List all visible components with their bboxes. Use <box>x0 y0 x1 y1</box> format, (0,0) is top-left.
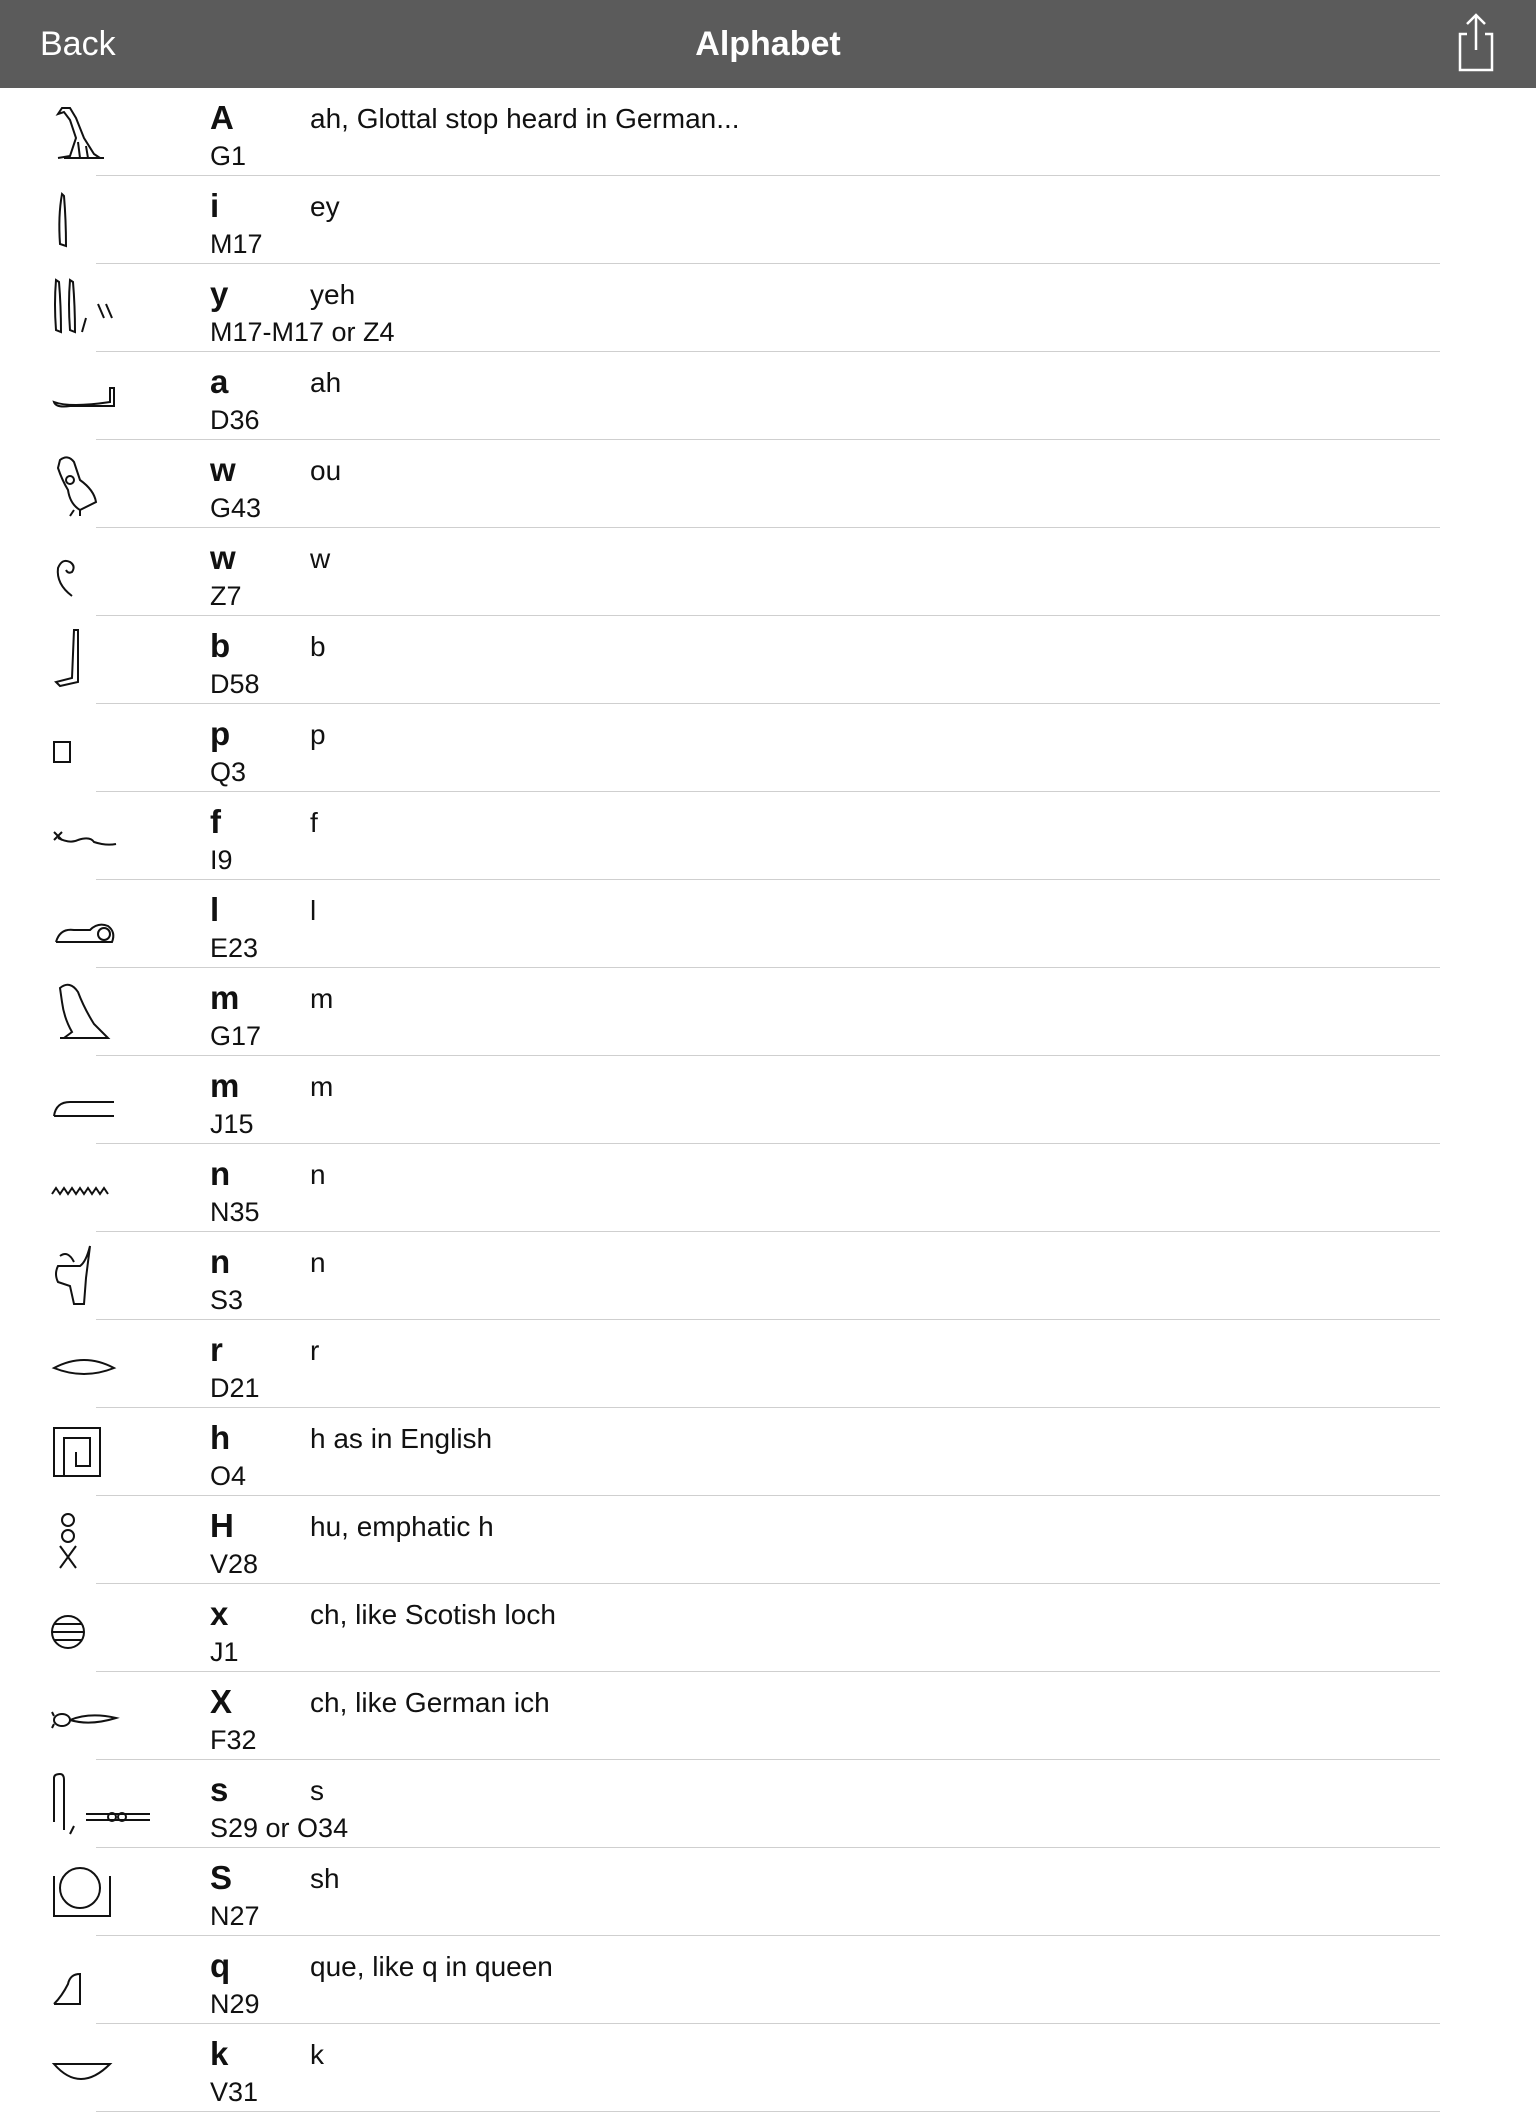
foot-glyph-icon <box>50 626 154 694</box>
transliteration-letter: S <box>210 1859 233 1896</box>
gardiner-code: F32 <box>210 1725 257 1755</box>
transliteration-letter: m <box>210 1067 240 1104</box>
gardiner-code: Q3 <box>210 757 247 787</box>
pronunciation-text: k <box>310 2039 324 2070</box>
double-reed-glyph-icon <box>50 274 154 342</box>
list-item[interactable] <box>0 440 1536 528</box>
transliteration-letter: l <box>210 891 220 928</box>
pronunciation-text: b <box>310 631 326 662</box>
page-title: Alphabet <box>695 25 841 63</box>
transliteration-letter: n <box>210 1155 231 1192</box>
pronunciation-text: ou <box>310 455 342 486</box>
gardiner-code: G1 <box>210 141 247 171</box>
gardiner-code: J1 <box>210 1637 239 1667</box>
transliteration-letter: w <box>210 451 236 488</box>
owl-glyph-icon <box>50 978 154 1046</box>
navigation-bar <box>0 0 1536 88</box>
lion-glyph-icon <box>50 890 154 958</box>
list-item[interactable] <box>0 1848 1536 1936</box>
gardiner-code: S3 <box>210 1285 244 1315</box>
forearm-glyph-icon <box>50 362 154 430</box>
water-ripple-glyph-icon <box>50 1154 154 1222</box>
list-item[interactable] <box>0 1144 1536 1232</box>
gardiner-code: N29 <box>210 1989 260 2019</box>
bar-glyph-icon <box>50 1066 154 1134</box>
back-button[interactable]: Back <box>40 25 116 63</box>
list-item[interactable] <box>0 1232 1536 1320</box>
list-item[interactable] <box>0 968 1536 1056</box>
pronunciation-text: hu, emphatic h <box>310 1511 494 1542</box>
transliteration-letter: r <box>210 1331 223 1368</box>
list-item[interactable] <box>0 1584 1536 1672</box>
share-icon[interactable] <box>1452 12 1500 72</box>
transliteration-letter: i <box>210 187 220 224</box>
stool-glyph-icon <box>50 714 154 782</box>
pronunciation-text: p <box>310 719 326 750</box>
list-item[interactable] <box>0 704 1536 792</box>
transliteration-letter: h <box>210 1419 231 1456</box>
placenta-glyph-icon <box>50 1594 154 1662</box>
coil-glyph-icon <box>50 538 154 606</box>
transliteration-letter: q <box>210 1947 231 1984</box>
list-item[interactable] <box>0 880 1536 968</box>
list-item[interactable] <box>0 2024 1536 2112</box>
horned-viper-glyph-icon <box>50 802 154 870</box>
gardiner-code: J15 <box>210 1109 254 1139</box>
transliteration-letter: A <box>210 99 234 136</box>
pronunciation-text: f <box>310 807 318 838</box>
gardiner-code: M17-M17 or Z4 <box>210 317 395 347</box>
gardiner-code: N27 <box>210 1901 260 1931</box>
gardiner-code: D58 <box>210 669 260 699</box>
pronunciation-text: ah, Glottal stop heard in German... <box>310 103 740 134</box>
gardiner-code: G17 <box>210 1021 262 1051</box>
pronunciation-text: ah <box>310 367 342 398</box>
pronunciation-text: n <box>310 1247 326 1278</box>
transliteration-letter: y <box>210 275 229 312</box>
red-crown-glyph-icon <box>50 1242 154 1310</box>
pronunciation-text: n <box>310 1159 326 1190</box>
list-item[interactable] <box>0 792 1536 880</box>
pronunciation-text: ch, like Scotish loch <box>310 1599 556 1630</box>
transliteration-letter: X <box>210 1683 233 1720</box>
list-item[interactable] <box>0 1672 1536 1760</box>
reed-leaf-glyph-icon <box>50 186 154 254</box>
list-item[interactable] <box>0 616 1536 704</box>
pronunciation-text: ey <box>310 191 340 222</box>
pronunciation-text: h as in English <box>310 1423 493 1454</box>
mouth-glyph-icon <box>50 1330 154 1398</box>
pronunciation-text: l <box>310 895 317 926</box>
transliteration-letter: H <box>210 1507 234 1544</box>
gardiner-code: O4 <box>210 1461 247 1491</box>
pronunciation-text: m <box>310 1071 334 1102</box>
list-item[interactable] <box>0 528 1536 616</box>
gardiner-code: N35 <box>210 1197 260 1227</box>
pronunciation-text: yeh <box>310 279 356 310</box>
list-item[interactable] <box>0 264 1536 352</box>
transliteration-letter: m <box>210 979 240 1016</box>
alphabet-list[interactable] <box>0 88 1536 2107</box>
gardiner-code: V28 <box>210 1549 259 1579</box>
list-item[interactable] <box>0 176 1536 264</box>
vulture-glyph-icon <box>50 98 154 166</box>
pronunciation-text: sh <box>310 1863 340 1894</box>
list-item[interactable] <box>0 1760 1536 1848</box>
transliteration-letter: n <box>210 1243 231 1280</box>
pronunciation-text: que, like q in queen <box>310 1951 553 1982</box>
reed-shelter-glyph-icon <box>50 1418 154 1486</box>
gardiner-code: M17 <box>210 229 263 259</box>
folded-cloth-glyph-icon <box>50 1770 154 1838</box>
gardiner-code: I9 <box>210 845 233 875</box>
list-item[interactable] <box>0 1056 1536 1144</box>
list-item[interactable] <box>0 352 1536 440</box>
quail-chick-glyph-icon <box>50 450 154 518</box>
gardiner-code: G43 <box>210 493 262 523</box>
pronunciation-text: s <box>310 1775 324 1806</box>
gardiner-code: Z7 <box>210 581 242 611</box>
gardiner-code: D21 <box>210 1373 260 1403</box>
transliteration-letter: x <box>210 1595 229 1632</box>
gardiner-code: D36 <box>210 405 260 435</box>
list-item[interactable] <box>0 1408 1536 1496</box>
animal-belly-glyph-icon <box>50 1682 154 1750</box>
list-item[interactable] <box>0 88 1536 176</box>
pool-glyph-icon <box>50 1858 154 1926</box>
transliteration-letter: f <box>210 803 221 840</box>
list-item[interactable] <box>0 1936 1536 2024</box>
gardiner-code: E23 <box>210 933 259 963</box>
transliteration-letter: p <box>210 715 231 752</box>
transliteration-letter: a <box>210 363 229 400</box>
transliteration-letter: k <box>210 2035 229 2072</box>
pronunciation-text: ch, like German ich <box>310 1687 550 1718</box>
transliteration-letter: s <box>210 1771 229 1808</box>
transliteration-letter: w <box>210 539 236 576</box>
pronunciation-text: w <box>310 543 331 574</box>
pronunciation-text: r <box>310 1335 320 1366</box>
twisted-wick-glyph-icon <box>50 1506 154 1574</box>
pronunciation-text: m <box>310 983 334 1014</box>
basket-glyph-icon <box>50 2034 154 2102</box>
gardiner-code: V31 <box>210 2077 259 2107</box>
list-item[interactable] <box>0 1320 1536 1408</box>
gardiner-code: S29 or O34 <box>210 1813 349 1843</box>
hill-slope-glyph-icon <box>50 1946 154 2014</box>
transliteration-letter: b <box>210 627 231 664</box>
list-item[interactable] <box>0 1496 1536 1584</box>
